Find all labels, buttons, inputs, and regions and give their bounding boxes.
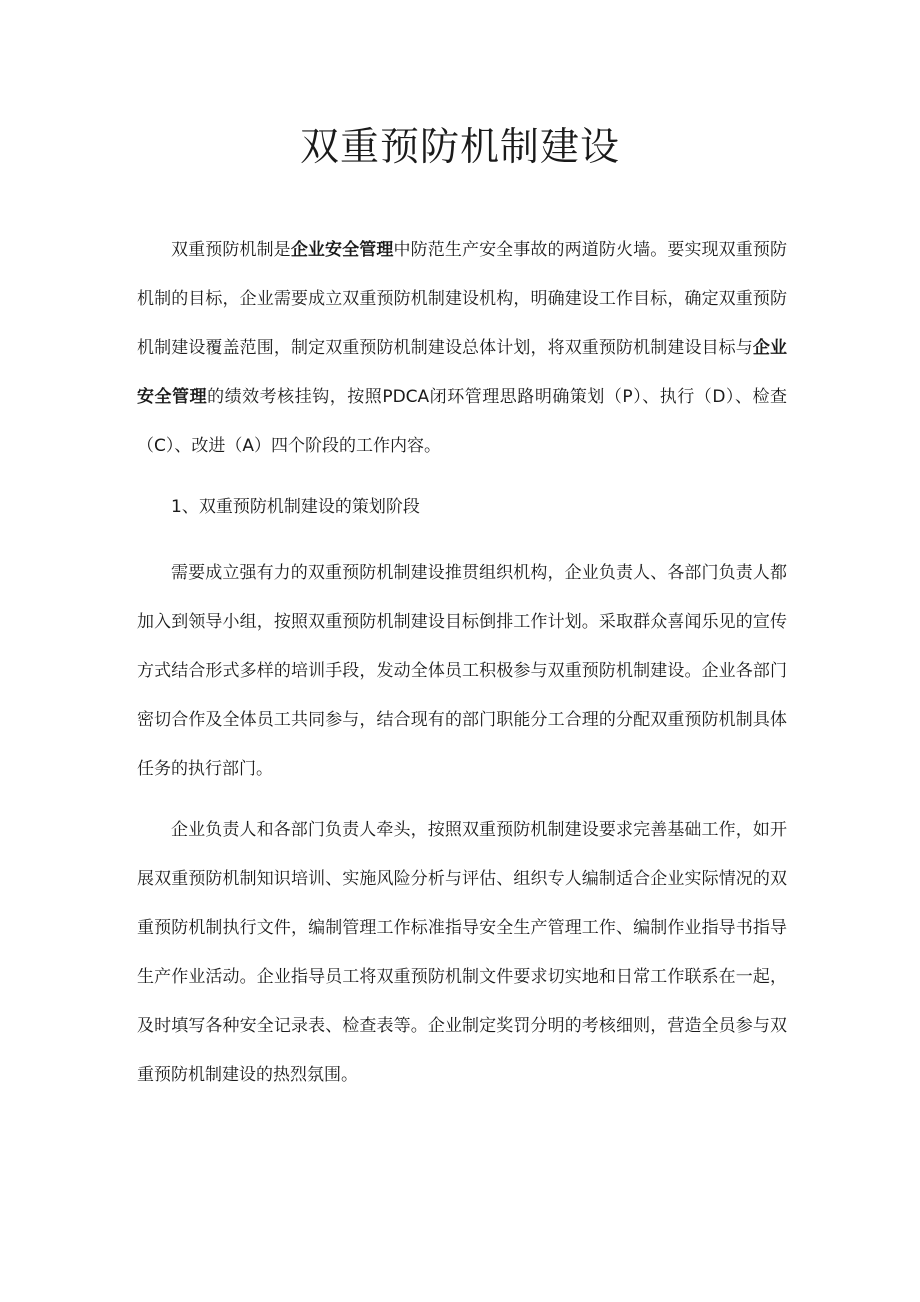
foundation-paragraph: 企业负责人和各部门负责人牵头，按照双重预防机制建设要求完善基础工作，如开展双重预防机制知识培训、实施风险分析与评估、组织专人编制适合企业实际情况的双重预防机制执行文件，编制管理工作标准指导安全生产管理工作、编制作业指导书指导生产作业活动。企业指导员工将双重预防机制文件要求切实地和日常工作联系在一起，及时填写各种安全记录表、检查表等。企业制定奖罚分明的考核细则，营造全员参与双重预防机制建设的热烈氛围。	[137, 820, 787, 1085]
intro-paragraph	[137, 226, 787, 471]
document-title: 双重预防机制建设	[299, 125, 620, 170]
intro-emphasis-1: 企业安全管理	[290, 240, 394, 260]
intro-text-part2: 中防范生产安全事故的两道防火墙。要实现双重预防机制的目标，企业需要成立双重预防机制建设机构，明确建设工作目标，确定双重预防机制建设覆盖范围，制定双重预防机制建设总体计划，将双重预防机制建设目标与	[137, 240, 788, 358]
intro-emphasis-2: 企业安全管理	[137, 338, 787, 407]
section-heading: 1、双重预防机制建设的策划阶段	[171, 497, 420, 517]
planning-paragraph: 需要成立强有力的双重预防机制建设推贯组织机构，企业负责人、各部门负责人都加入到领导小组，按照双重预防机制建设目标倒排工作计划。采取群众喜闻乐见的宣传方式结合形式多样的培训手段，发动全体员工积极参与双重预防机制建设。企业各部门密切合作及全体员工共同参与，结合现有的部门职能分工合理的分配双重预防机制具体任务的执行部门。	[137, 563, 787, 779]
intro-text-part1: 双重预防机制是	[171, 240, 291, 260]
intro-text-part3: 的绩效考核挂钩，按照PDCA闭环管理思路明确策划（P）、执行（D）、检查（C）、改进（A）四个阶段的工作内容。	[137, 387, 787, 456]
